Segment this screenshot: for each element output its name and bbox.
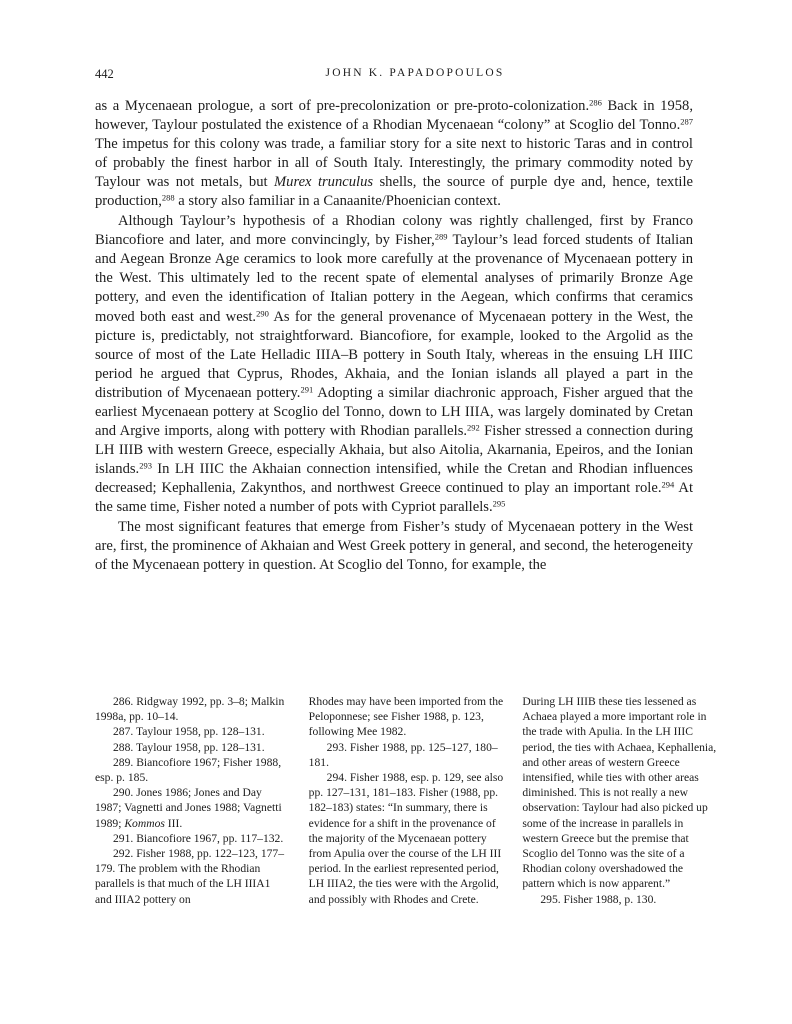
footnotes: [95, 694, 717, 907]
footnote-ref-288[interactable]: 288: [161, 192, 175, 203]
text-run: The impetus for this colony was trade, a familiar story for a site next to historic Taras and in control of probably the finest harbor in all of South Italy. Interestingly, the primary commodity noted by Taylour was not metals, but: [95, 136, 693, 191]
footnote-290: [95, 785, 290, 831]
footnote-288: 288. Taylour 1958, pp. 128–131.: [113, 740, 265, 754]
text-run: In LH IIIC the Akhaian connection intensified, while the Cretan and Rhodian influences decreased; Kephallenia, Zakynthos, and northwest Greece continued to play an important role.: [95, 460, 693, 496]
footnote-column-3: [522, 694, 717, 907]
footnote-ref-293[interactable]: 293: [139, 460, 152, 471]
footnote-291: 291. Biancofiore 1967, pp. 117–132.: [113, 831, 284, 845]
paragraph-2: [95, 212, 693, 517]
footnote-ref-286[interactable]: 286: [589, 97, 602, 108]
italic-title: Kommos: [124, 816, 165, 830]
footnote-292: 292. Fisher 1988, pp. 122–123, 177–179. The problem with the Rhodian parallels is that much of the LH IIIA1 and IIIA2 pottery on: [95, 847, 285, 906]
text-run: a story also familiar in a Canaanite/Phoenician context.: [174, 193, 501, 210]
footnote-column-1: [95, 694, 290, 907]
text-run: Taylour’s lead forced students of Italian and Aegean Bronze Age ceramics to look more carefully at the provenance of Mycenaean pottery in the West. This ultimately led to the recent spate of elemental analyses of primarily Bronze Age pottery, and even the identification of Italian pottery in the Aegean, which confirms that ceramics moved both east and west.: [95, 232, 693, 325]
footnote-ref-290[interactable]: 290: [256, 307, 269, 318]
paragraph-3: The most significant features that emerge from Fisher’s study of Mycenaean pottery in the West are, first, the prominence of Akhaian and West Greek pottery in general, and second, the heterogeneity of the Mycenaean pottery in question. At Scoglio del Tonno, for example, the: [95, 519, 693, 574]
text-run: At the same time, Fisher noted a number of pots with Cypriot parallels.: [95, 479, 694, 515]
running-header: [95, 67, 695, 85]
running-head-author: JOHN K. PAPADOPOULOS: [325, 67, 505, 79]
footnote-286: 286. Ridgway 1992, pp. 3–8; Malkin 1998a, pp. 10–14.: [95, 695, 285, 724]
footnote-ref-289[interactable]: 289: [434, 231, 448, 242]
text-run: III.: [164, 816, 183, 830]
text-run: as a Mycenaean prologue, a sort of pre-precolonization or pre-proto-colonization.: [95, 98, 590, 114]
italic-term: Murex trunculus: [273, 174, 374, 191]
footnote-ref-287[interactable]: 287: [680, 116, 693, 127]
footnote-294-continued: During LH IIIB these ties lessened as Achaea played a more important role in the trade with Apulia. In the LH IIIC period, the ties with Achaea, Kephallenia, and other areas of western Greece intensified, while ties with other areas diminished. This is not really a new observation: Taylour had also picked up some of the increase in parallels in western Greece but the premise that Scoglio del Tonno was the site of a Rhodian colony overshadowed the pattern which is now apparent.”: [522, 695, 717, 891]
footnote-287: 287. Taylour 1958, pp. 128–131.: [113, 725, 265, 739]
footnote-ref-294[interactable]: 294: [661, 479, 675, 490]
footnote-294: 294. Fisher 1988, esp. p. 129, see also pp. 127–131, 181–183. Fisher (1988, pp. 182–183) states: “In summary, there is evidence for a shift in the provenance of the majority of the Mycenaean pottery from Apulia over the course of the LH III period. In the earliest represented period, LH IIIA2, the ties were with the Argolid, and possibly with Rhodes and Crete.: [308, 771, 504, 906]
footnote-column-2: [309, 694, 504, 907]
text-run: Back in 1958, however, Taylour postulated the existence of a Rhodian Mycenaean “colony” at Scoglio del Tonno.: [95, 98, 693, 134]
text-run: Adopting a similar diachronic approach, Fisher argued that the earliest Mycenaean pottery at Scoglio del Tonno, down to LH IIIA, was largely dominated by Cretan and Argive imports, along with pottery with Rhodian parallels.: [95, 384, 693, 439]
footnote-295: 295. Fisher 1988, p. 130.: [540, 892, 657, 906]
main-text: [95, 97, 693, 575]
text-run: As for the general provenance of Mycenaean pottery in the West, the picture is, predictably, not straightforward. Biancofiore, for example, looked to the Argolid as the source of most of the Late Helladic IIIA–B pottery in South Italy, whereas in the ensuing LH IIIC period he argued that Cyprus, Rhodes, Akhaia, and the Ionian islands all played a part in the distribution of Mycenaean pottery.: [95, 308, 693, 401]
text-run: Fisher stressed a connection during LH IIIB with western Greece, especially Akhaia, but also Aitolia, Akarnania, Epeiros, and the Ionian islands.: [95, 422, 693, 477]
paragraph-1: [95, 97, 693, 211]
footnote-ref-291[interactable]: 291: [300, 384, 314, 395]
footnote-ref-292[interactable]: 292: [467, 422, 480, 433]
text-run: 290. Jones 1986; Jones and Day 1987; Vagnetti and Jones 1988; Vagnetti 1989;: [95, 786, 282, 830]
footnote-292-continued: Rhodes may have been imported from the Peloponnese; see Fisher 1988, p. 123, following Mee 1982.: [308, 695, 504, 739]
footnote-289: 289. Biancofiore 1967; Fisher 1988, esp. p. 185.: [95, 755, 282, 785]
footnote-ref-295[interactable]: 295: [492, 498, 506, 509]
footnote-293: 293. Fisher 1988, pp. 125–127, 180–181.: [308, 740, 498, 769]
text-run: Although Taylour’s hypothesis of a Rhodian colony was rightly challenged, first by Franco Biancofiore and later, and more convincingly, by Fisher,: [95, 213, 693, 249]
page-number: 442: [95, 67, 114, 81]
text-run: shells, the source of purple dye and, hence, textile production,: [95, 174, 693, 210]
